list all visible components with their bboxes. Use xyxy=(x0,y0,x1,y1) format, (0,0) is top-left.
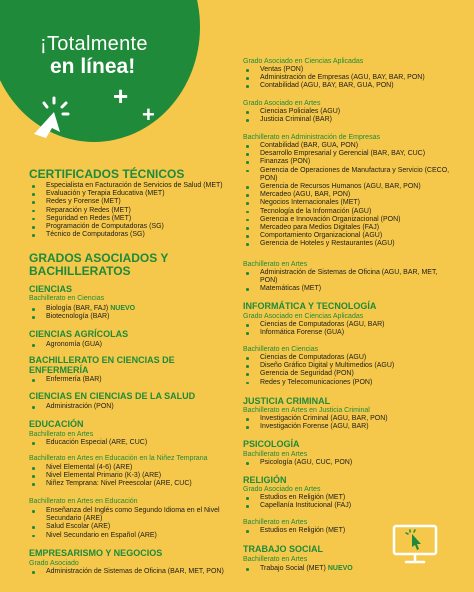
program-subtitle: Bachillerato en Artes en Educación en la Niñez Temprana xyxy=(29,455,208,462)
list-item: Evaluación y Terapia Educativa (MET) xyxy=(29,190,244,198)
section-title-agricolas: CIENCIAS AGRÍCOLAS xyxy=(29,329,129,339)
religion-list-1 xyxy=(243,494,468,510)
program-subtitle: Bachillerato en Artes en Justicia Criminal xyxy=(243,407,370,414)
list-item xyxy=(29,305,239,313)
educacion-list-3 xyxy=(29,507,229,540)
section-title-certificados: CERTIFICADOS TÉCNICOS xyxy=(29,167,185,181)
ciencias-list xyxy=(29,305,239,321)
list-item: Agronomía (GUA) xyxy=(29,341,239,349)
list-item: Administración (PON) xyxy=(29,403,239,411)
nuevo-badge: NUEVO xyxy=(110,305,136,312)
list-item: Mercadeo (AGU, BAR, PON) xyxy=(243,191,468,199)
hero-title-line1: ¡Totalmente xyxy=(40,33,148,55)
program-subtitle: Grado Asociado en Ciencias Aplicadas xyxy=(243,313,364,320)
list-item: Comportamiento Organizacional (AGU) xyxy=(243,232,468,240)
list-item-label: Trabajo Social (MET) xyxy=(260,565,326,572)
informatica-list-1 xyxy=(243,321,468,337)
list-item: Ciencias de Computadoras (AGU, BAR) xyxy=(243,321,468,329)
list-item: Negocios Internacionales (MET) xyxy=(243,199,468,207)
list-item: Nivel Secundario en Español (ARE) xyxy=(29,532,229,540)
list-item: Especialista en Facturación de Servicios de Salud (MET) xyxy=(29,182,244,190)
informatica-list-2 xyxy=(243,354,468,387)
section-title-enfermeria: BACHILLERATO EN CIENCIAS DE ENFERMERÍA xyxy=(29,355,175,375)
list-item: Administración de Empresas (AGU, BAY, BAR, PON) xyxy=(243,74,468,82)
justicia-list xyxy=(243,415,468,431)
plus-icon: + xyxy=(113,81,129,111)
administracion-list xyxy=(243,142,468,249)
program-subtitle: Bachillerato en Ciencias xyxy=(243,346,319,353)
list-item: Desarrollo Empresarial y Gerencial (BAR, BAY, CUC) xyxy=(243,150,468,158)
list-item: Enseñanza del Inglés como Segundo Idioma en el Nivel Secundario (ARE) xyxy=(29,507,229,523)
list-item: Contabilidad (AGU, BAY, BAR, GUA, PON) xyxy=(243,82,468,90)
list-item: Programación de Computadoras (SG) xyxy=(29,223,244,231)
section-title-informatica: INFORMÁTICA Y TECNOLOGÍA xyxy=(243,301,377,311)
list-item: Psicología (AGU, CUC, PON) xyxy=(243,459,468,467)
program-subtitle: Grado Asociado en Ciencias Aplicadas xyxy=(243,58,364,65)
program-subtitle: Grado Asociado en Artes xyxy=(243,486,321,493)
empresarismo-list xyxy=(29,568,239,576)
list-item: Gerencia de Recursos Humanos (AGU, BAR, PON) xyxy=(243,183,468,191)
list-item: Biotecnología (BAR) xyxy=(29,313,239,321)
list-item: Finanzas (PON) xyxy=(243,158,468,166)
list-item: Ciencias de Computadoras (AGU) xyxy=(243,354,468,362)
program-subtitle: Bachillerato en Artes xyxy=(243,556,308,563)
section-title-religion: RELIGIÓN xyxy=(243,475,287,485)
salud-list xyxy=(29,403,239,411)
psicologia-list xyxy=(243,459,468,467)
list-item: Reparación y Redes (MET) xyxy=(29,207,244,215)
list-item: Investigación Criminal (AGU, BAR, PON) xyxy=(243,415,468,423)
list-item: Contabilidad (BAR, GUA, PON) xyxy=(243,142,468,150)
list-item: Niñez Temprana: Nivel Preescolar (ARE, CUC) xyxy=(29,480,239,488)
negocios-list-2 xyxy=(243,108,468,124)
program-subtitle: Bachillerato en Artes xyxy=(243,451,308,458)
list-item: Ventas (PON) xyxy=(243,66,468,74)
program-subtitle: Bachillerato en Artes xyxy=(29,431,94,438)
hero-title-line2: en línea! xyxy=(50,55,136,78)
enfermeria-list xyxy=(29,376,239,384)
list-item: Estudios en Religión (MET) xyxy=(243,527,468,535)
section-title-psicologia: PSICOLOGÍA xyxy=(243,439,300,449)
program-subtitle: Grado Asociado xyxy=(29,560,79,567)
agricolas-list xyxy=(29,341,239,349)
list-item: Ciencias Policiales (AGU) xyxy=(243,108,468,116)
list-item: Administración de Sistemas de Oficina (AGU, BAR, MET, PON) xyxy=(243,269,443,285)
section-title-ciencias: CIENCIAS xyxy=(29,284,73,294)
list-item: Investigación Forense (AGU, BAR) xyxy=(243,423,468,431)
list-item: Educación Especial (ARE, CUC) xyxy=(29,439,239,447)
certificados-list xyxy=(29,182,244,239)
program-subtitle: Bachillerato en Administración de Empresas xyxy=(243,134,380,141)
monitor-cursor-icon xyxy=(388,518,442,568)
program-subtitle: Bachillerato en Ciencias xyxy=(29,295,105,302)
list-item: Nivel Elemental (4-6) (ARE) xyxy=(29,464,239,472)
list-item: Gerencia de Operaciones de Manufactura y Servicio (CECO, PON) xyxy=(243,167,468,183)
program-subtitle: Bachillerato en Artes xyxy=(243,261,308,268)
list-item: Gerencia de Hoteles y Restaurantes (AGU) xyxy=(243,240,468,248)
list-item: Matemáticas (MET) xyxy=(243,285,443,293)
list-item: Informática Forense (GUA) xyxy=(243,329,468,337)
list-item: Gerencia e Innovación Organizacional (PON) xyxy=(243,216,468,224)
artes-list xyxy=(243,269,443,294)
plus-icon: + xyxy=(142,102,155,127)
list-item-label: Biología (BAR, FAJ) xyxy=(46,305,109,312)
program-subtitle: Grado Asociado en Artes xyxy=(243,100,321,107)
list-item: Nivel Elemental Primario (K-3) (ARE) xyxy=(29,472,239,480)
section-title-salud: CIENCIAS EN CIENCIAS DE LA SALUD xyxy=(29,391,196,401)
list-item: Redes y Telecomunicaciones (PON) xyxy=(243,379,468,387)
list-item: Diseño Gráfico Digital y Multimedios (AGU) xyxy=(243,362,468,370)
list-item: Salud Escolar (ARE) xyxy=(29,523,229,531)
list-item: Estudios en Religión (MET) xyxy=(243,494,468,502)
list-item: Técnico de Computadoras (SG) xyxy=(29,231,244,239)
section-title-trabajo-social: TRABAJO SOCIAL xyxy=(243,544,324,554)
section-title-justicia: JUSTICIA CRIMINAL xyxy=(243,396,331,406)
list-item: Capellanía Institucional (FAJ) xyxy=(243,502,468,510)
educacion-list-2 xyxy=(29,464,239,489)
educacion-list-1 xyxy=(29,439,239,447)
negocios-list-1 xyxy=(243,66,468,91)
list-item: Gerencia de Seguridad (PON) xyxy=(243,370,468,378)
program-subtitle: Bachillerato en Artes en Educación xyxy=(29,498,138,505)
list-item: Enfermería (BAR) xyxy=(29,376,239,384)
section-title-educacion: EDUCACIÓN xyxy=(29,419,84,429)
list-item: Seguridad en Redes (MET) xyxy=(29,215,244,223)
section-title-empresarismo: EMPRESARISMO Y NEGOCIOS xyxy=(29,548,163,558)
list-item: Tecnología de la Información (AGU) xyxy=(243,208,468,216)
list-item: Justicia Criminal (BAR) xyxy=(243,116,468,124)
list-item: Administración de Sistemas de Oficina (BAR, MET, PON) xyxy=(29,568,239,576)
list-item: Mercadeo para Medios Digitales (FAJ) xyxy=(243,224,468,232)
program-subtitle: Bachillerato en Artes xyxy=(243,519,308,526)
nuevo-badge: NUEVO xyxy=(327,565,353,572)
section-title-grados: GRADOS ASOCIADOS Y BACHILLERATOS xyxy=(29,251,169,278)
list-item: Redes y Forense (MET) xyxy=(29,198,244,206)
cursor-click-icon xyxy=(24,94,76,144)
